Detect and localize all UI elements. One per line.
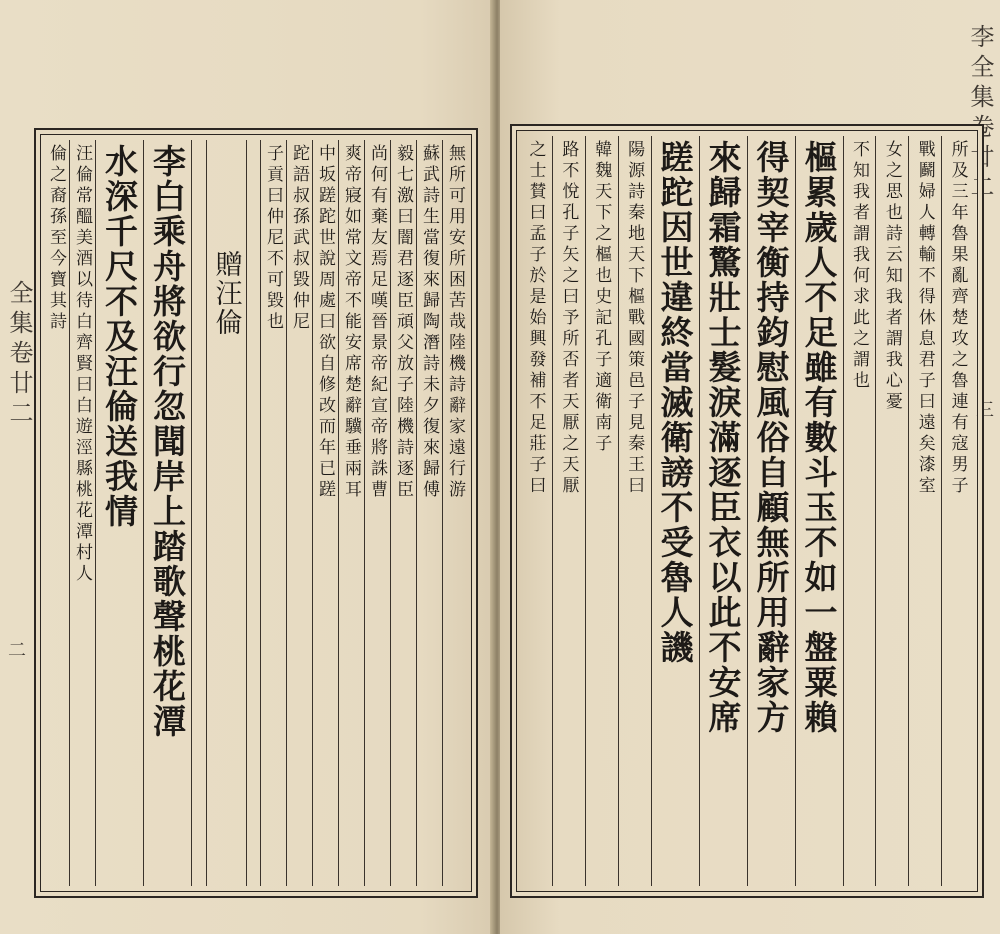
right-page-column-1: 戰鬬婦人轉輸不得休息君子曰遠矣漆室 (908, 136, 941, 886)
right-page-column-6: 來歸霜驚壯士髮淚滿逐臣衣以此不安席 (699, 136, 747, 886)
right-page (500, 0, 1000, 934)
right-columns (520, 136, 974, 886)
left-page-column-9: 贈汪倫 (206, 140, 246, 886)
right-text-frame (510, 124, 984, 898)
left-page-column-5: 中坂蹉跎世說周處曰欲自修改而年已蹉 (312, 140, 338, 886)
left-page-column-12: 水深千尺不及汪倫送我情 (95, 140, 143, 886)
left-margin-folio: 二 (5, 640, 26, 664)
right-page-column-3: 不知我者謂我何求此之謂也 (843, 136, 876, 886)
left-page-column-7: 子貢曰仲尼不可毀也 (260, 140, 286, 886)
right-page-column-0: 所及三年魯果亂齊楚攻之魯連有寇男子 (941, 136, 974, 886)
left-page-column-11: 李白乘舟將欲行忽聞岸上踏歌聲桃花潭 (143, 140, 191, 886)
left-page-column-14: 倫之裔孫至今寶其詩 (46, 144, 66, 333)
right-page-column-8: 陽源詩秦地天下樞戰國策邑子見秦王曰 (618, 136, 651, 886)
left-page-column-13: 汪倫常醞美酒以待白齊賢曰白遊涇縣桃花潭村人 (69, 140, 95, 886)
right-page-column-2: 女之思也詩云知我者謂我心憂 (875, 136, 908, 886)
right-margin-folio: 三 (973, 400, 994, 424)
left-page-column-1: 蘇武詩生當復來歸陶潛詩未夕復來歸傅 (416, 140, 442, 886)
right-page-column-4: 樞累歲人不足雖有數斗玉不如一盤粟賴 (795, 136, 843, 886)
left-page-column-0: 無所可用安所困苦哉陸機詩辭家遠行游 (442, 140, 468, 886)
right-page-column-11: 之士賛曰孟子於是始興發補不足莊子曰 (525, 140, 546, 497)
left-page-column-10 (191, 140, 206, 886)
right-page-column-7: 蹉跎因世違終當滅衛謗不受魯人譏 (651, 136, 699, 886)
left-page-column-4: 爽帝寢如常文帝不能安席楚辭驥垂兩耳 (338, 140, 364, 886)
left-page-column-3: 尚何有棄友焉足嘆晉景帝紀宣帝將誅曹 (364, 140, 390, 886)
right-margin-title: 李全集卷廿二 (966, 24, 994, 204)
left-page-column-6: 跎語叔孫武叔毀仲尼 (286, 140, 312, 886)
left-margin-title: 全集卷廿二 (5, 280, 33, 430)
right-page-column-10: 路不悅孔子矢之曰予所否者天厭之天厭 (552, 136, 585, 886)
left-page (0, 0, 494, 934)
right-page-column-9: 韓魏天下之樞也史記孔子適衛南子 (585, 136, 618, 886)
left-page-column-2: 毅七激曰闇君逐臣頑父放子陸機詩逐臣 (390, 140, 416, 886)
right-page-column-5: 得契宰衡持鈞慰風俗自顧無所用辭家方 (747, 136, 795, 886)
left-page-column-8 (246, 140, 261, 886)
left-columns (44, 140, 468, 886)
left-text-frame (34, 128, 478, 898)
